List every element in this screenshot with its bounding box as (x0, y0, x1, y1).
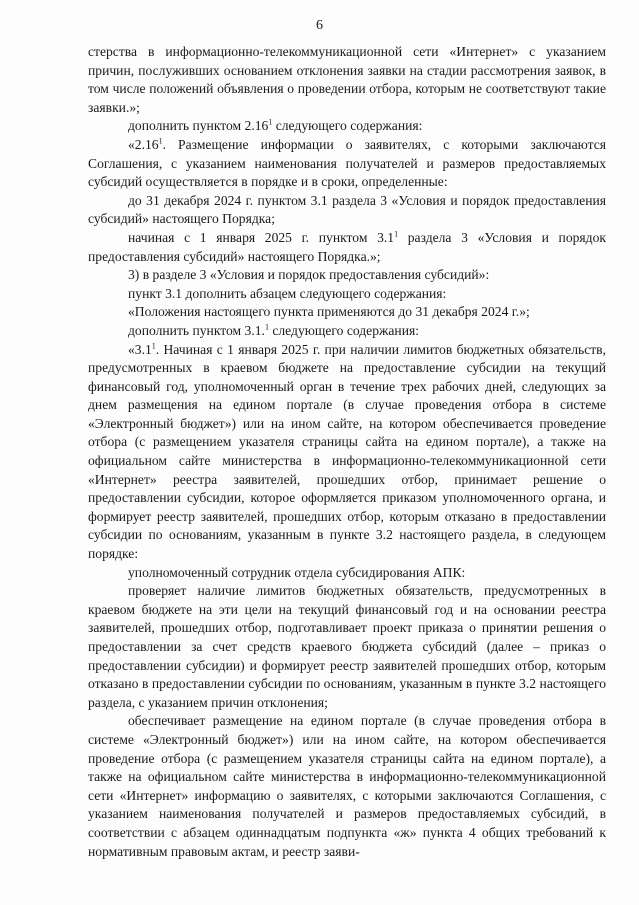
superscript-mark: 1 (151, 340, 156, 350)
paragraph: «Положения настоящего пункта применяются до 31 декабря 2024 г.»; (128, 304, 530, 320)
superscript-mark: 1 (394, 229, 399, 239)
paragraph: обеспечивает размещение на едином портале (в случае проведения отбора в системе «Электронный бюджет») или на ином сайте, на котором обеспечивается проведение отбора (с размещением указателя страницы сайта на едином портале), а также на официальном сайте министерства в информационно-телекоммуникационной сети «Интернет» информацию о заявителях, с которыми заключаются Соглашения, с указанием наименования получателей и размеров предоставляемых субсидий, в соответствии с абзацем одиннадцатым подпункта «ж» пункта 4 общих требований к нормативным правовым актам, и реестр заяви- (88, 713, 606, 859)
paragraph: «$3.1^1$. Начиная с 1 января 2025 г. при наличии лимитов бюджетных обязательств, предусмотренных в краевом бюджете на предоставление субсидии на текущий финансовый год, уполномоченный орган в течение трех рабочих дней, следующих за днем размещения на едином портале (в случае проведения отбора в системе «Электронный бюджет») или на ином сайте, на котором обеспечивается проведение отбора (с размещением указателя страницы сайта на едином портале), а также на официальном сайте министерства в информационно-телекоммуникационной сети «Интернет» реестра заявителей, прошедших отбор, принимает решение о предоставлении субсидии, которое оформляется приказом уполномоченного органа, и формирует реестр заявителей, прошедших отбор, которым отказано в предоставлении субсидии по основаниям, указанным в пункте 3.2 настоящего раздела, в следующем порядке: (88, 340, 606, 562)
document-body (88, 43, 606, 861)
paragraph: до 31 декабря 2024 г. пунктом 3.1 раздела 3 «Условия и порядок предоставления субсидий» настоящего Порядка; (88, 192, 606, 227)
paragraph: дополнить пунктом 3.1.$^1$ следующего содержания: (128, 322, 420, 338)
superscript-mark: 1 (264, 322, 269, 332)
paragraph: «2.16$^1$. Размещение информации о заявителях, с которыми заключаются Соглашения, с указанием наименования получателей и размеров предоставляемых субсидий осуществляется в порядке и в сроки, определенные: (88, 136, 606, 190)
superscript-mark: 1 (158, 136, 163, 146)
superscript-mark: 1 (268, 117, 273, 127)
paragraph: уполномоченный сотрудник отдела субсидирования АПК: (128, 564, 466, 580)
paragraph: стерства в информационно-телекоммуникационной сети «Интернет» с указанием причин, послуживших основанием отклонения заявки на стадии рассмотрения заявок, в том числе положений объявления о проведении отбора, которым не соответствуют такие заявки.»; (88, 44, 606, 115)
paragraph: начиная с 1 января 2025 г. пунктом $3.1^1$ раздела 3 «Условия и порядок предоставления субсидий» настоящего Порядка.»; (88, 229, 606, 264)
paragraph: пункт 3.1 дополнить абзацем следующего содержания: (128, 285, 447, 301)
page-number: 6 (316, 18, 323, 33)
paragraph: 3) в разделе 3 «Условия и порядок предоставления субсидий»: (128, 267, 490, 283)
paragraph: дополнить пунктом 2.16$^1$ следующего содержания: (128, 117, 423, 134)
paragraph: проверяет наличие лимитов бюджетных обязательств, предусмотренных в краевом бюджете на эти цели на текущий финансовый год и на основании реестра заявителей, прошедших отбор, подготавливает проект приказа о принятии решения о предоставлении за счет средств краевого бюджета субсидий (далее – приказ о предоставлении субсидии) и формирует реестр заявителей прошедших отбор, которым отказано в предоставлении субсидии по основаниям, указанным в пункте 3.2 настоящего раздела, с указанием причин отклонения; (88, 583, 606, 710)
